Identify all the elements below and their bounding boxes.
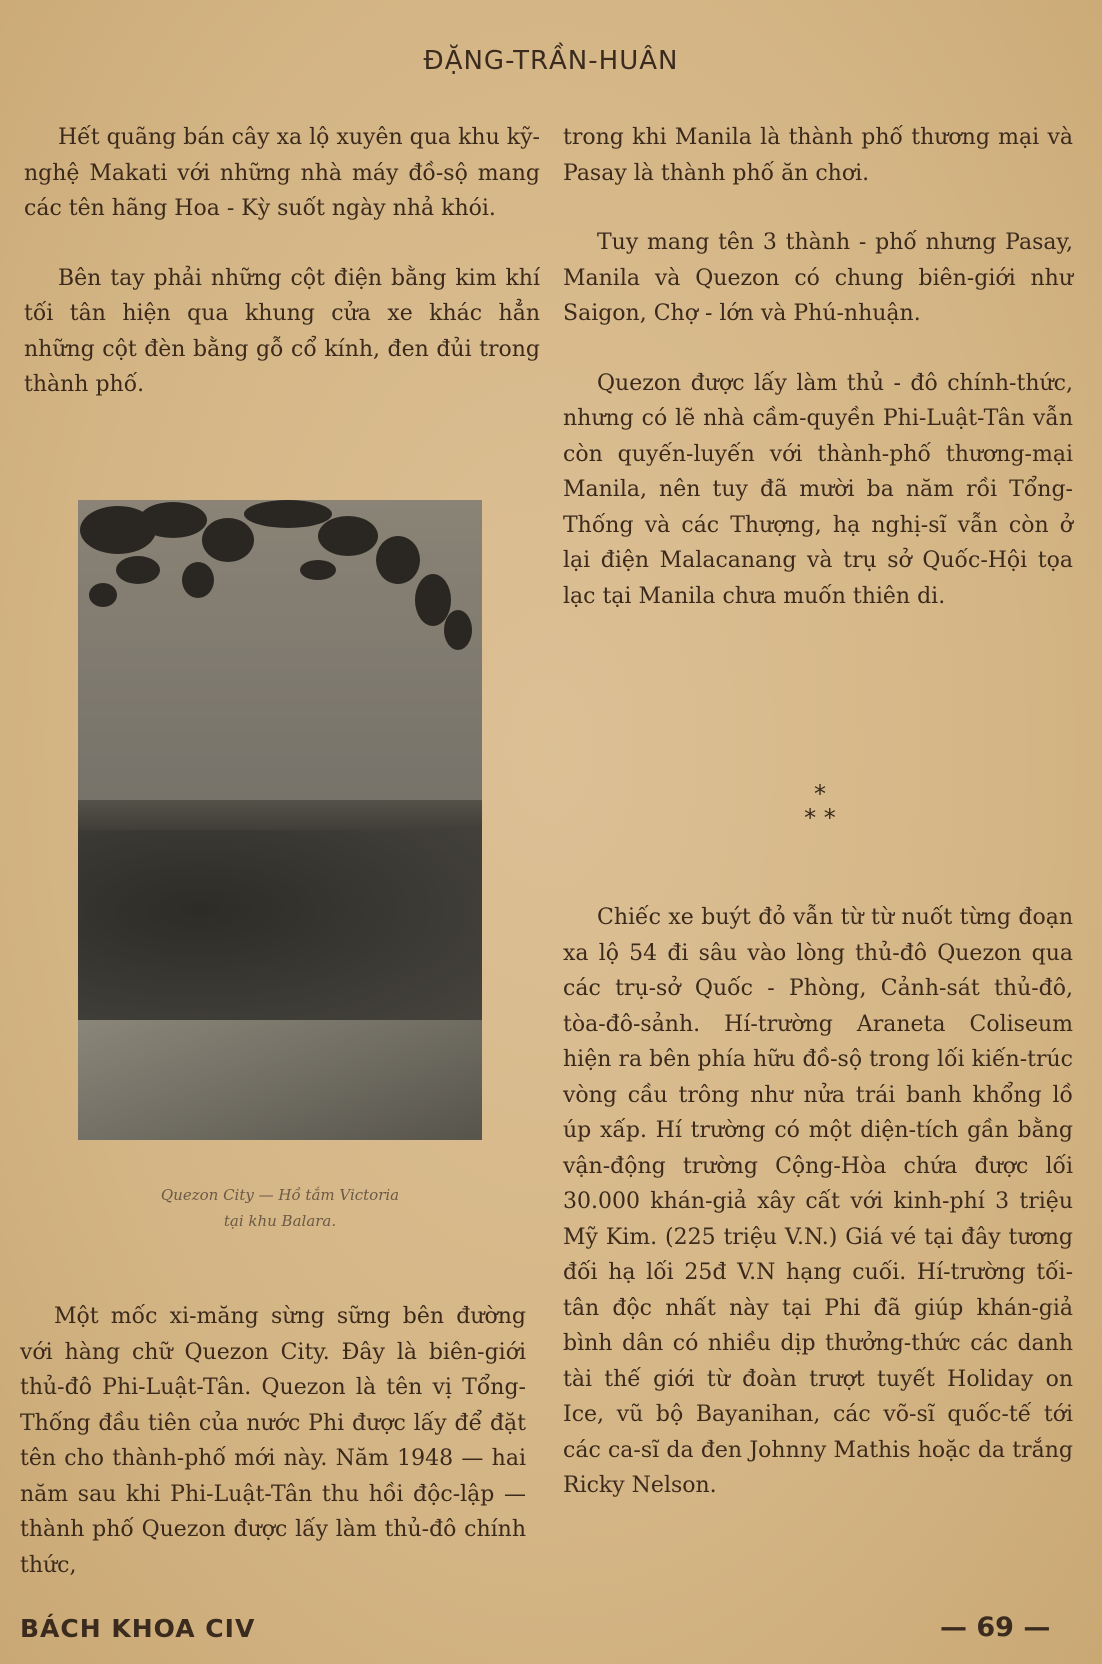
paragraph: Quezon được lấy làm thủ - đô chính-thức, nhưng có lẽ nhà cầm-quyền Phi-Luật-Tân vẫn còn quyến-luyến với thành-phố thương-mại Manila, nên tuy đã mười ba năm rồi Tổng-Thống và các Thượng, hạ nghị-sĩ vẫn còn ở lại điện Malacanang và trụ sở Quốc-Hội tọa lạc tại Manila chưa muốn thiên di. <box>563 370 1073 609</box>
left-column-top <box>24 120 540 403</box>
page-number: — 69 — <box>940 1612 1051 1643</box>
right-column <box>563 120 1073 614</box>
paragraph: Một mốc xi-măng sừng sững bên đường với hàng chữ Quezon City. Đây là biên-giới thủ-đô Phi-Luật-Tân. Quezon là tên vị Tổng-Thống đầu tiên của nước Phi được lấy để đặt tên cho thành-phố mới này. Năm 1948 — hai năm sau khi Phi-Luật-Tân thu hồi độc-lập — thành phố Quezon được lấy làm thủ-đô chính thức, <box>20 1304 526 1578</box>
paragraph: Bên tay phải những cột điện bằng kim khí tối tân hiện qua khung cửa xe khác hẳn những cột đèn bằng gỗ cổ kính, đen đủi trong thành phố. <box>24 265 540 397</box>
photo-caption <box>110 1182 450 1234</box>
paragraph: Hết quãng bán cây xa lộ xuyên qua khu kỹ-nghệ Makati với những nhà máy đồ-sộ mang các tên hãng Hoa - Kỳ suốt ngày nhả khói. <box>24 125 540 221</box>
section-break-asterism <box>790 782 850 830</box>
left-column-bottom <box>20 1299 526 1583</box>
asterism-top: * <box>814 780 826 808</box>
photo-trees <box>78 830 482 1030</box>
paragraph: trong khi Manila là thành phố thương mại và Pasay là thành phố ăn chơi. <box>563 125 1073 186</box>
paragraph: Tuy mang tên 3 thành - phố nhưng Pasay, Manila và Quezon có chung biên-giới như Saigon, Chợ - lớn và Phú-nhuận. <box>563 230 1073 326</box>
caption-line: Quezon City — Hồ tắm Victoria <box>160 1186 400 1204</box>
page-header: ĐẶNG-TRẦN-HUÂN <box>423 46 679 76</box>
right-column-after-break <box>563 900 1073 1504</box>
publication-name: BÁCH KHOA CIV <box>20 1614 256 1643</box>
photo-quezon-city <box>78 500 482 1140</box>
paragraph: Chiếc xe buýt đỏ vẫn từ từ nuốt từng đoạn xa lộ 54 đi sâu vào lòng thủ-đô Quezon qua các trụ-sở Quốc - Phòng, Cảnh-sát thủ-đô, tòa-đô-sảnh. Hí-trường Araneta Coliseum hiện ra bên phía hữu đồ-sộ trong lối kiến-trúc vòng cầu trông như nửa trái banh khổng lồ úp xấp. Hí trường có một diện-tích gần bằng vận-động trường Cộng-Hòa chứa được lối 30.000 khán-giả xây cất với kinh-phí 3 triệu Mỹ Kim. (225 triệu V.N.) Giá vé tại đây tương đối hạ lối 25đ V.N hạng cuối. Hí-trường tối-tân độc nhất này tại Phi đã giúp khán-giả bình dân có nhiều dịp thưởng-thức các danh tài thế giới từ đoàn trượt tuyết Holiday on Ice, vũ bộ Bayanihan, các võ-sĩ quốc-tế tới các ca-sĩ da đen Johnny Mathis hoặc da trắng Ricky Nelson. <box>563 905 1073 1498</box>
asterism-bottom: * * <box>804 804 836 832</box>
caption-line: tại khu Balara. <box>223 1212 337 1230</box>
photo-water <box>78 1020 482 1140</box>
photo-leaves <box>78 500 482 720</box>
